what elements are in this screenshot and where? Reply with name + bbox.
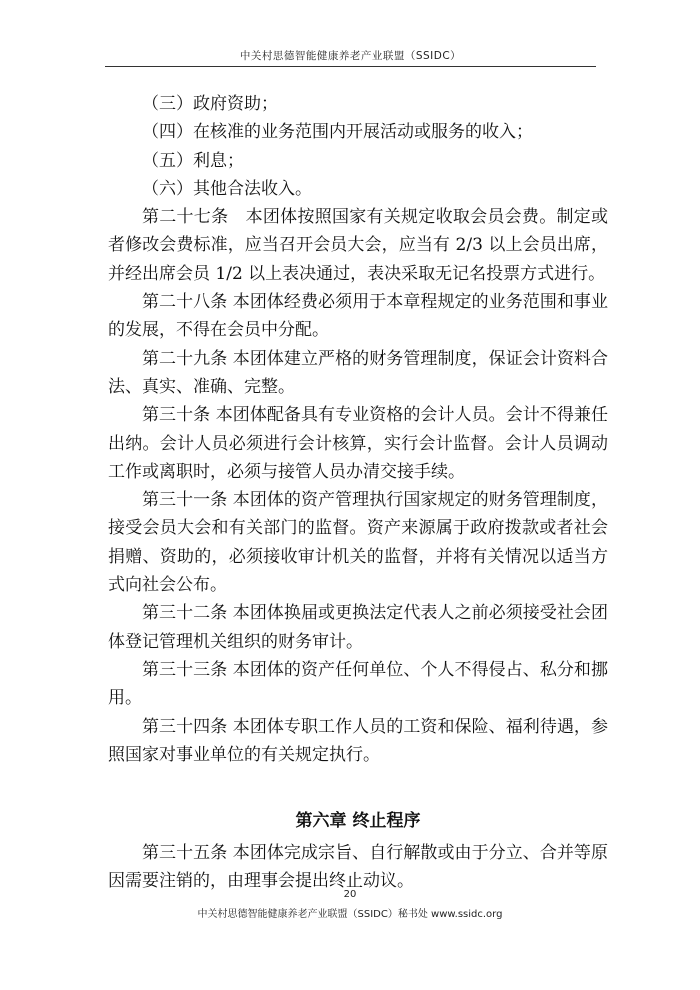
article-35: 第三十五条 本团体完成宗旨、自行解散或由于分立、合并等原因需要注销的，由理事会提出终止动议。 (108, 843, 608, 892)
article-30: 第三十条 本团体配备具有专业资格的会计人员。会计不得兼任出纳。会计人员必须进行会计核算，实行会计监督。会计人员调动工作或离职时，必须与接管人员办清交接手续。 (108, 405, 608, 482)
running-header: 中关村思德智能健康养老产业联盟（SSIDC） (239, 50, 462, 62)
list-item: （六）其他合法收入。 (142, 178, 312, 199)
list-item: （三）政府资助； (142, 94, 278, 114)
chapter-heading: 第六章 终止程序 (295, 811, 421, 832)
article-29: 第二十九条 本团体建立严格的财务管理制度，保证会计资料合法、真实、准确、完整。 (108, 348, 608, 397)
header-divider (105, 66, 596, 67)
article-27: 第二十七条 本团体按照国家有关规定收取会员会费。制定或者修改会费标准，应当召开会员大会，应当有 2/3 以上会员出席，并经出席会员 1/2 以上表决通过，表决采取无记名投票方式进行。 (108, 207, 608, 284)
list-item: （四）在核准的业务范围内开展活动或服务的收入； (142, 122, 533, 143)
running-footer: 中关村思德智能健康养老产业联盟（SSIDC）秘书处 www.ssidc.org (197, 909, 503, 920)
list-item: （五）利息； (142, 150, 244, 171)
article-31: 第三十一条 本团体的资产管理执行国家规定的财务管理制度，接受会员大会和有关部门的监督。资产来源属于政府拨款或者社会捐赠、资助的，必须接收审计机关的监督，并将有关情况以适当方式向社会公布。 (108, 490, 608, 596)
document-body (108, 90, 608, 896)
article-32: 第三十二条 本团体换届或更换法定代表人之前必须接受社会团体登记管理机关组织的财务审计。 (108, 603, 608, 652)
page-number: 20 (343, 889, 357, 900)
article-34: 第三十四条 本团体专职工作人员的工资和保险、福利待遇，参照国家对事业单位的有关规定执行。 (108, 716, 608, 765)
article-33: 第三十三条 本团体的资产任何单位、个人不得侵占、私分和挪用。 (108, 659, 608, 709)
article-28: 第二十八条 本团体经费必须用于本章程规定的业务范围和事业的发展，不得在会员中分配。 (108, 292, 608, 341)
